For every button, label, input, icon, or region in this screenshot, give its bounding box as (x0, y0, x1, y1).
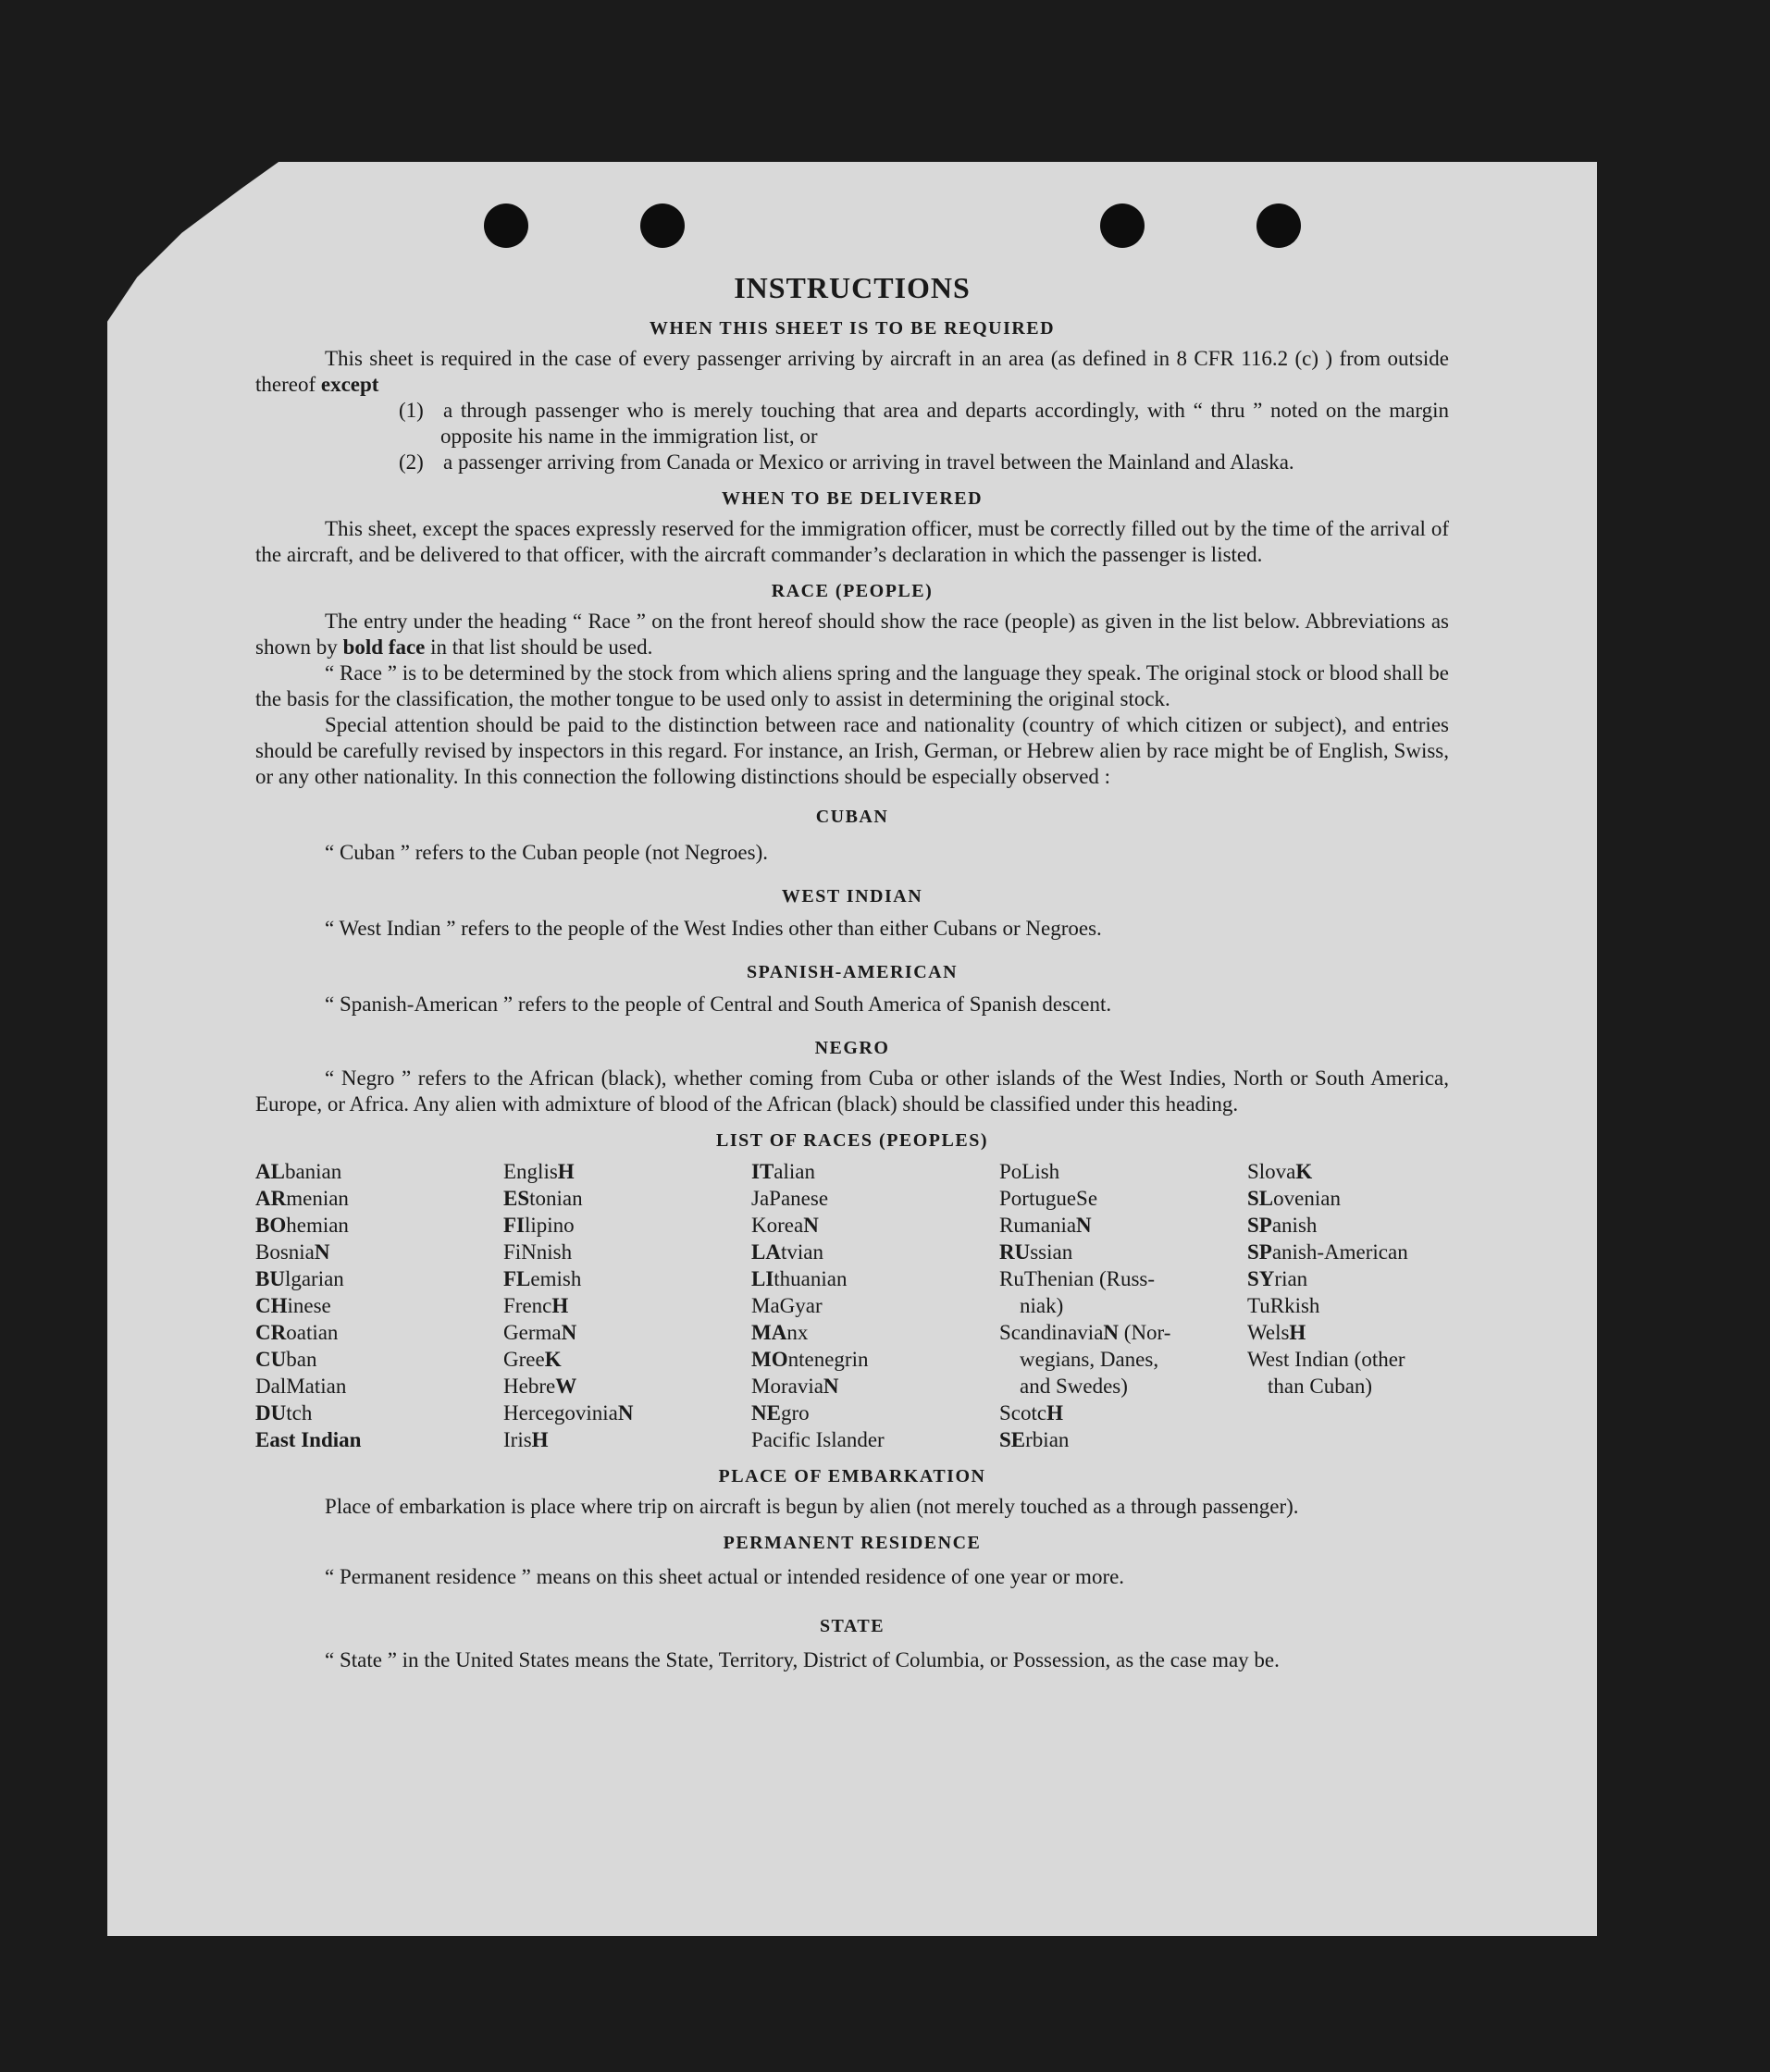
race-entry: ARmenian (255, 1187, 349, 1210)
heading-embarkation: PLACE OF EMBARKATION (718, 1466, 986, 1486)
race-entry: CHinese (255, 1294, 331, 1317)
heading-west-indian: WEST INDIAN (781, 886, 923, 906)
race-entry: EnglisH (503, 1160, 575, 1183)
race-entry: KoreaN (751, 1214, 819, 1237)
race-entry: DUtch (255, 1401, 313, 1424)
race-entry: SPanish-American (1247, 1240, 1408, 1264)
race-entry: MoraviaN (751, 1375, 839, 1398)
delivered-text: This sheet, except the spaces expressly reserved for the immigration officer, must be correctly filled out by the time of the arrival of the aircraft, and be delivered to that officer, with the aircraft commander’s declaration in which the passenger is listed. (255, 517, 1449, 566)
race-paragraph-1: The entry under the heading “ Race ” on the front hereof should show the race (people) as given in the list below. Abbreviations as shown by bold face in that list should be used. (255, 610, 1449, 659)
punch-hole (1256, 204, 1301, 248)
race-entry: BUlgarian (255, 1267, 344, 1290)
race-entry: HebreW (503, 1375, 577, 1398)
page-title: INSTRUCTIONS (734, 271, 971, 304)
race-entry: SErbian (999, 1428, 1070, 1451)
race-entry: FLemish (503, 1267, 582, 1290)
race-entry: SlovaK (1247, 1160, 1313, 1183)
heading-list-of-races: LIST OF RACES (PEOPLES) (715, 1130, 988, 1151)
race-entry: EStonian (503, 1187, 583, 1210)
race-paragraph-3: Special attention should be paid to the distinction between race and nationality (country of which citizen or subject), and entries should be carefully revised by inspectors in this regard. For instance, an Irish, German, or Hebrew alien by race might be of English, Swiss, or any other nationality. In this connection the following distinctions should be especially observed : (255, 713, 1449, 788)
races-column (255, 1158, 503, 1453)
race-entry: RumaniaN (999, 1214, 1092, 1237)
race-entry: SLovenian (1247, 1187, 1341, 1210)
race-entry: ALbanian (255, 1160, 342, 1183)
race-entry: LAtvian (751, 1240, 823, 1264)
race-entry: FIlipino (503, 1214, 575, 1237)
race-entry: HercegoviniaN (503, 1401, 634, 1424)
race-entry: MOntenegrin (751, 1348, 869, 1371)
race-entry: GermaN (503, 1321, 577, 1344)
required-intro: This sheet is required in the case of every passenger arriving by aircraft in an area (as defined in 8 CFR 116.2 (c) ) from outside thereof except (255, 347, 1449, 396)
spanish-american-text: “ Spanish-American ” refers to the people of Central and South America of Spanish descent. (325, 993, 1112, 1016)
heading-state: STATE (819, 1616, 885, 1636)
punch-hole (484, 204, 528, 248)
race-entry: FrencH (503, 1294, 569, 1317)
race-entry: MAnx (751, 1321, 809, 1344)
heading-spanish-american: SPANISH-AMERICAN (746, 962, 959, 982)
races-list (255, 1158, 1449, 1453)
race-entry: GreeK (503, 1348, 562, 1371)
punch-hole (1100, 204, 1145, 248)
race-entry: ScandinaviaN (Nor- wegians, Danes, and Swedes) (999, 1321, 1171, 1398)
races-column (999, 1158, 1247, 1453)
race-entry: SYrian (1247, 1267, 1308, 1290)
race-entry: LIthuanian (751, 1267, 848, 1290)
race-entry: FiNnish (503, 1240, 573, 1264)
race-entry: CUban (255, 1348, 317, 1371)
race-entry: PortugueSe (999, 1187, 1098, 1210)
heading-required: WHEN THIS SHEET IS TO BE REQUIRED (649, 318, 1056, 339)
races-column (503, 1158, 751, 1453)
races-column (1247, 1158, 1449, 1453)
race-entry: DalMatian (255, 1375, 347, 1398)
race-entry: JaPanese (751, 1187, 829, 1210)
heading-residence: PERMANENT RESIDENCE (723, 1533, 982, 1553)
race-entry: BOhemian (255, 1214, 349, 1237)
west-indian-text: “ West Indian ” refers to the people of the West Indies other than either Cubans or Negroes. (325, 917, 1102, 940)
race-entry: Pacific Islander (751, 1428, 885, 1451)
race-entry: East Indian (255, 1428, 362, 1451)
race-entry: BosniaN (255, 1240, 330, 1264)
heading-cuban: CUBAN (815, 807, 889, 827)
state-text: “ State ” in the United States means the State, Territory, District of Columbia, or Possession, as the case may be. (325, 1648, 1280, 1671)
heading-delivered: WHEN TO BE DELIVERED (721, 488, 984, 509)
race-entry: ScotcH (999, 1401, 1063, 1424)
race-entry: MaGyar (751, 1294, 823, 1317)
negro-text: “ Negro ” refers to the African (black), whether coming from Cuba or other islands of the West Indies, North or South America, Europe, or Africa. Any alien with admixture of blood of the African (black) should be classified under this heading. (255, 1067, 1449, 1116)
race-entry: SPanish (1247, 1214, 1318, 1237)
race-entry: RUssian (999, 1240, 1073, 1264)
races-column (751, 1158, 999, 1453)
race-entry: TuRkish (1247, 1294, 1320, 1317)
punch-hole (640, 204, 685, 248)
exception-item-1: (1) a through passenger who is merely touching that area and departs accordingly, with “ thru ” noted on the margin opposite his name in the immigration list, or (399, 399, 1449, 448)
race-entry: ITalian (751, 1160, 815, 1183)
heading-negro: NEGRO (814, 1038, 890, 1058)
residence-text: “ Permanent residence ” means on this sheet actual or intended residence of one year or more. (325, 1565, 1125, 1588)
heading-race: RACE (PEOPLE) (771, 581, 934, 601)
race-entry: West Indian (other than Cuban) (1247, 1348, 1405, 1398)
embarkation-text: Place of embarkation is place where trip on aircraft is begun by alien (not merely touched as a through passenger). (325, 1495, 1299, 1518)
cuban-text: “ Cuban ” refers to the Cuban people (not Negroes). (325, 841, 769, 864)
race-entry: PoLish (999, 1160, 1060, 1183)
race-entry: RuThenian (Russ- niak) (999, 1267, 1156, 1317)
race-entry: NEgro (751, 1401, 810, 1424)
race-paragraph-2: “ Race ” is to be determined by the stock from which aliens spring and the language they speak. The original stock or blood shall be the basis for the classification, the mother tongue to be used only to assist in determining the original stock. (255, 661, 1449, 710)
race-entry: WelsH (1247, 1321, 1306, 1344)
race-entry: CRoatian (255, 1321, 339, 1344)
instructions-content (255, 270, 1449, 1673)
exception-item-2: (2) a passenger arriving from Canada or Mexico or arriving in travel between the Mainland and Alaska. (399, 450, 1294, 474)
race-entry: IrisH (503, 1428, 549, 1451)
